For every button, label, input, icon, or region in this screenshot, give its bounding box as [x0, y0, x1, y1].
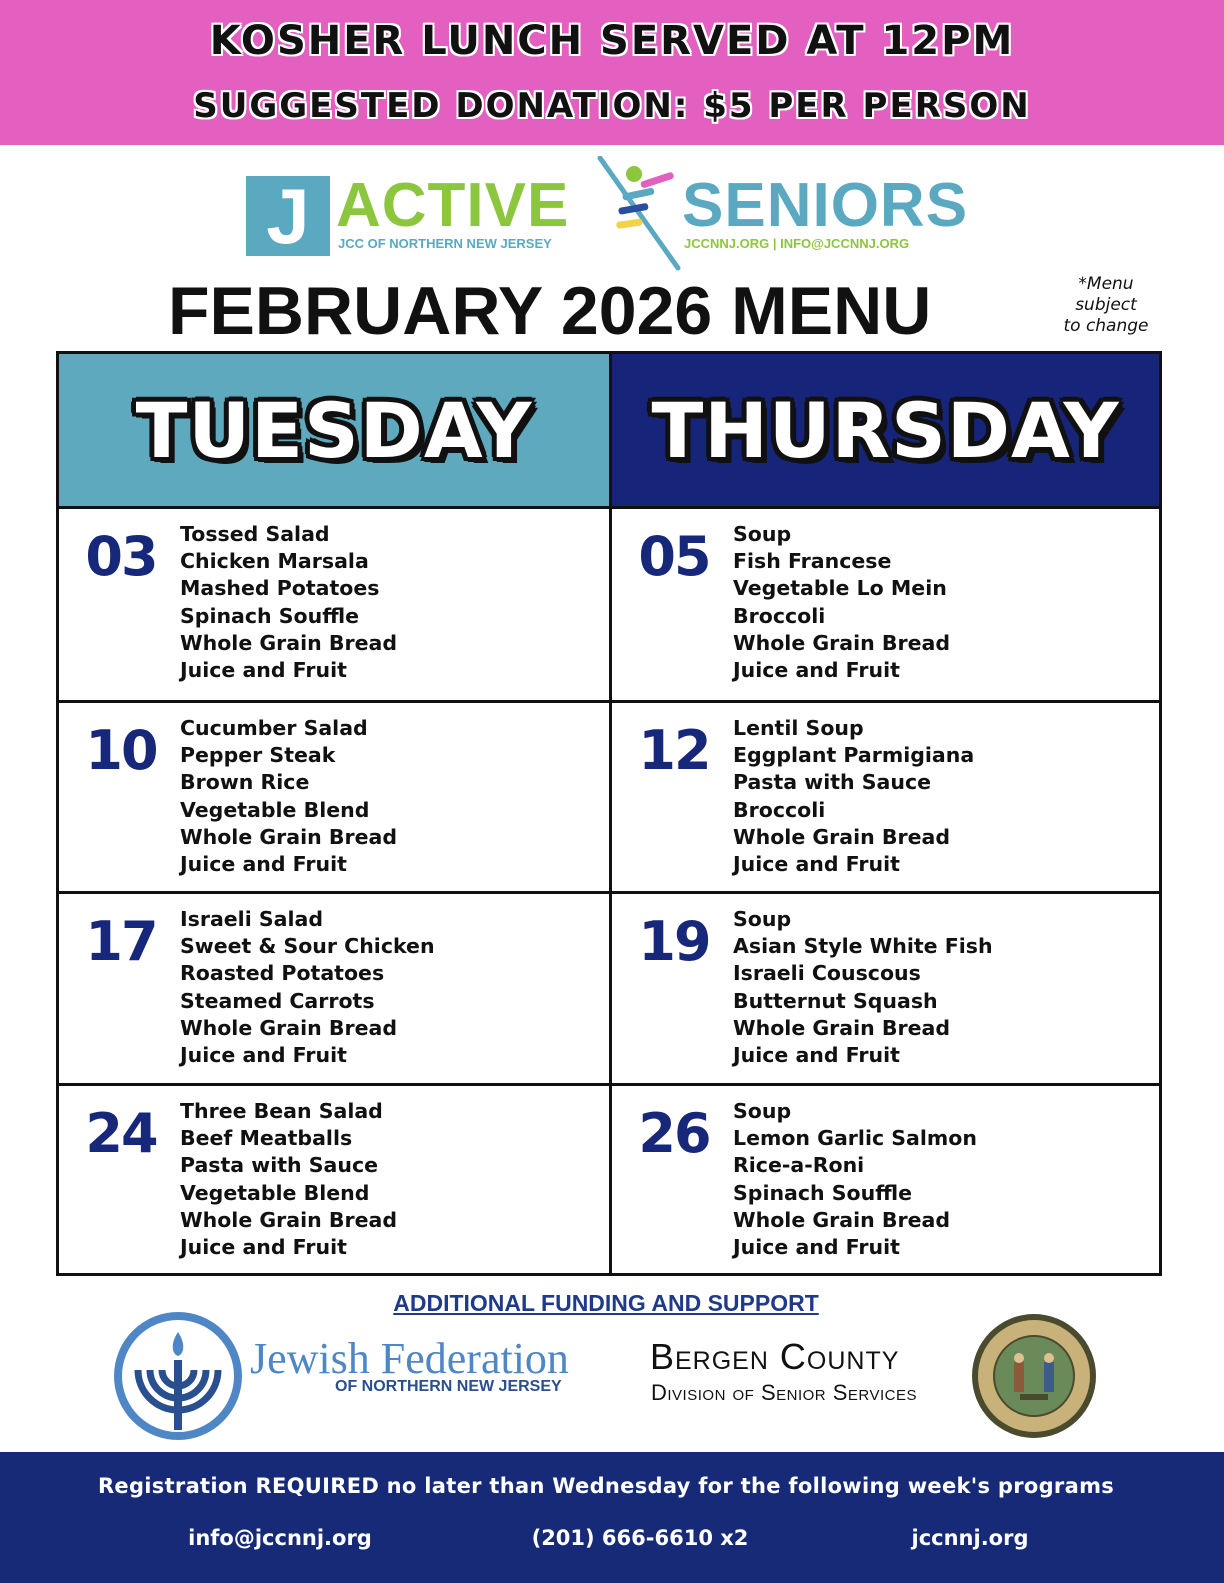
menu-item: Three Bean Salad [180, 1099, 383, 1123]
menu-item: Roasted Potatoes [180, 961, 385, 986]
menu-items [180, 521, 397, 684]
menu-item: Asian Style White Fish [733, 934, 993, 959]
funding-heading: ADDITIONAL FUNDING AND SUPPORT [393, 1290, 819, 1316]
menu-item: Soup [733, 522, 792, 546]
menu-item: Brown Rice [180, 770, 310, 795]
menu-item: Israeli Couscous [733, 961, 921, 986]
menu-item: Whole Grain Bread [733, 1207, 951, 1232]
j-active-seniors-logo [244, 160, 984, 270]
menu-item: Whole Grain Bread [180, 824, 398, 849]
logo-j-mark: J [246, 176, 330, 256]
menu-item: Juice and Fruit [733, 1043, 900, 1068]
bergen-county-name: Bergen County [650, 1336, 900, 1377]
menu-item: Whole Grain Bread [733, 630, 951, 655]
menu-item: Spinach Souffle [180, 603, 360, 628]
menu-item: Lemon Garlic Salmon [733, 1126, 977, 1151]
menu-item: Butternut Squash [733, 988, 938, 1013]
menu-item: Vegetable Blend [180, 1180, 370, 1205]
top-banner [0, 0, 1224, 145]
menu-item: Juice and Fruit [180, 1043, 347, 1068]
page-title: FEBRUARY 2026 MENU [168, 273, 932, 349]
note-line-2: subject [1075, 295, 1137, 315]
menu-item: Mashed Potatoes [180, 576, 380, 601]
runner-icon [594, 156, 684, 272]
menu-items [180, 906, 435, 1069]
menu-items [180, 1098, 397, 1261]
menu-cell-tuesday-10 [59, 703, 609, 893]
menu-cell-tuesday-03 [59, 509, 609, 699]
federation-name: Jewish Federation [250, 1334, 569, 1383]
bergen-county-seal-icon [970, 1312, 1098, 1440]
menu-cell-thursday-12 [612, 703, 1159, 893]
menu-item: Whole Grain Bread [733, 1015, 951, 1040]
thursday-column-header [612, 354, 1159, 509]
menu-item: Juice and Fruit [180, 1235, 347, 1260]
menu-item: Whole Grain Bread [180, 1207, 398, 1232]
day-number: 19 [638, 910, 710, 973]
footer-email-link[interactable]: info@jccnnj.org [188, 1526, 372, 1550]
menu-item: Chicken Marsala [180, 549, 369, 574]
footer-phone-number[interactable]: (201) 666-6610 x2 [531, 1526, 749, 1550]
menu-item: Juice and Fruit [180, 658, 347, 683]
federation-subtitle: OF NORTHERN NEW JERSEY [335, 1378, 562, 1395]
menu-item: Steamed Carrots [180, 988, 375, 1013]
note-line-1: *Menu [1078, 274, 1134, 294]
menu-item: Whole Grain Bread [180, 630, 398, 655]
menu-item: Pasta with Sauce [733, 770, 932, 795]
menu-item: Pasta with Sauce [180, 1153, 379, 1178]
menu-item: Juice and Fruit [733, 1235, 900, 1260]
logo-active-text: ACTIVE [336, 171, 570, 240]
menu-item: Eggplant Parmigiana [733, 743, 975, 768]
footer-website-link[interactable]: jccnnj.org [911, 1526, 1029, 1550]
menu-item: Juice and Fruit [733, 658, 900, 683]
menu-cell-thursday-26 [612, 1086, 1159, 1276]
menu-cell-tuesday-24 [59, 1086, 609, 1276]
day-number: 05 [638, 525, 710, 588]
lunch-time-heading: KOSHER LUNCH SERVED AT 12PM [209, 18, 1015, 64]
tuesday-column-header [59, 354, 609, 509]
menu-item: Juice and Fruit [180, 852, 347, 877]
day-number: 03 [85, 525, 157, 588]
menu-item: Soup [733, 907, 792, 931]
logo-jcc-subtitle: JCC OF NORTHERN NEW JERSEY [338, 236, 552, 251]
menu-item: Soup [733, 1099, 792, 1123]
menu-item: Fish Francese [733, 549, 892, 574]
day-number: 26 [638, 1102, 710, 1165]
logo-contact-subtitle: JCCNNJ.ORG | INFO@JCCNNJ.ORG [684, 236, 910, 251]
menu-items [733, 1098, 977, 1261]
menu-item: Cucumber Salad [180, 716, 368, 740]
menu-item: Vegetable Lo Mein [733, 576, 947, 601]
footer [0, 1452, 1224, 1583]
menu-items [733, 521, 950, 684]
menu-item: Sweet & Sour Chicken [180, 934, 435, 959]
menu-subject-to-change-note [1056, 274, 1156, 337]
menu-cell-thursday-19 [612, 894, 1159, 1084]
menu-item: Vegetable Blend [180, 797, 370, 822]
menu-items [733, 906, 993, 1069]
menu-item: Israeli Salad [180, 907, 323, 931]
menu-cell-thursday-05 [612, 509, 1159, 699]
thursday-label: THURSDAY [651, 385, 1120, 475]
menu-item: Rice-a-Roni [733, 1153, 865, 1178]
menu-item: Broccoli [733, 603, 826, 628]
day-number: 17 [85, 910, 157, 973]
menu-table [56, 351, 1162, 1276]
bergen-county-subtitle: Division of Senior Services [651, 1380, 918, 1405]
menu-item: Pepper Steak [180, 743, 336, 768]
donation-heading: SUGGESTED DONATION: $5 PER PERSON [193, 86, 1031, 126]
menu-item: Whole Grain Bread [733, 824, 951, 849]
menu-item: Whole Grain Bread [180, 1015, 398, 1040]
day-number: 10 [85, 719, 157, 782]
menu-cell-tuesday-17 [59, 894, 609, 1084]
menu-item: Spinach Souffle [733, 1180, 913, 1205]
menorah-icon [114, 1312, 242, 1440]
note-line-3: to change [1063, 316, 1149, 336]
day-number: 12 [638, 719, 710, 782]
menu-items [180, 715, 397, 878]
menu-item: Lentil Soup [733, 716, 864, 740]
day-number: 24 [85, 1102, 157, 1165]
menu-item: Beef Meatballs [180, 1126, 353, 1151]
menu-item: Broccoli [733, 797, 826, 822]
registration-notice: Registration REQUIRED no later than Wednesday for the following week's programs [97, 1474, 1115, 1498]
tuesday-label: TUESDAY [135, 385, 533, 475]
logo-seniors-text: SENIORS [682, 171, 969, 240]
menu-items [733, 715, 974, 878]
menu-item: Juice and Fruit [733, 852, 900, 877]
menu-item: Tossed Salad [180, 522, 330, 546]
